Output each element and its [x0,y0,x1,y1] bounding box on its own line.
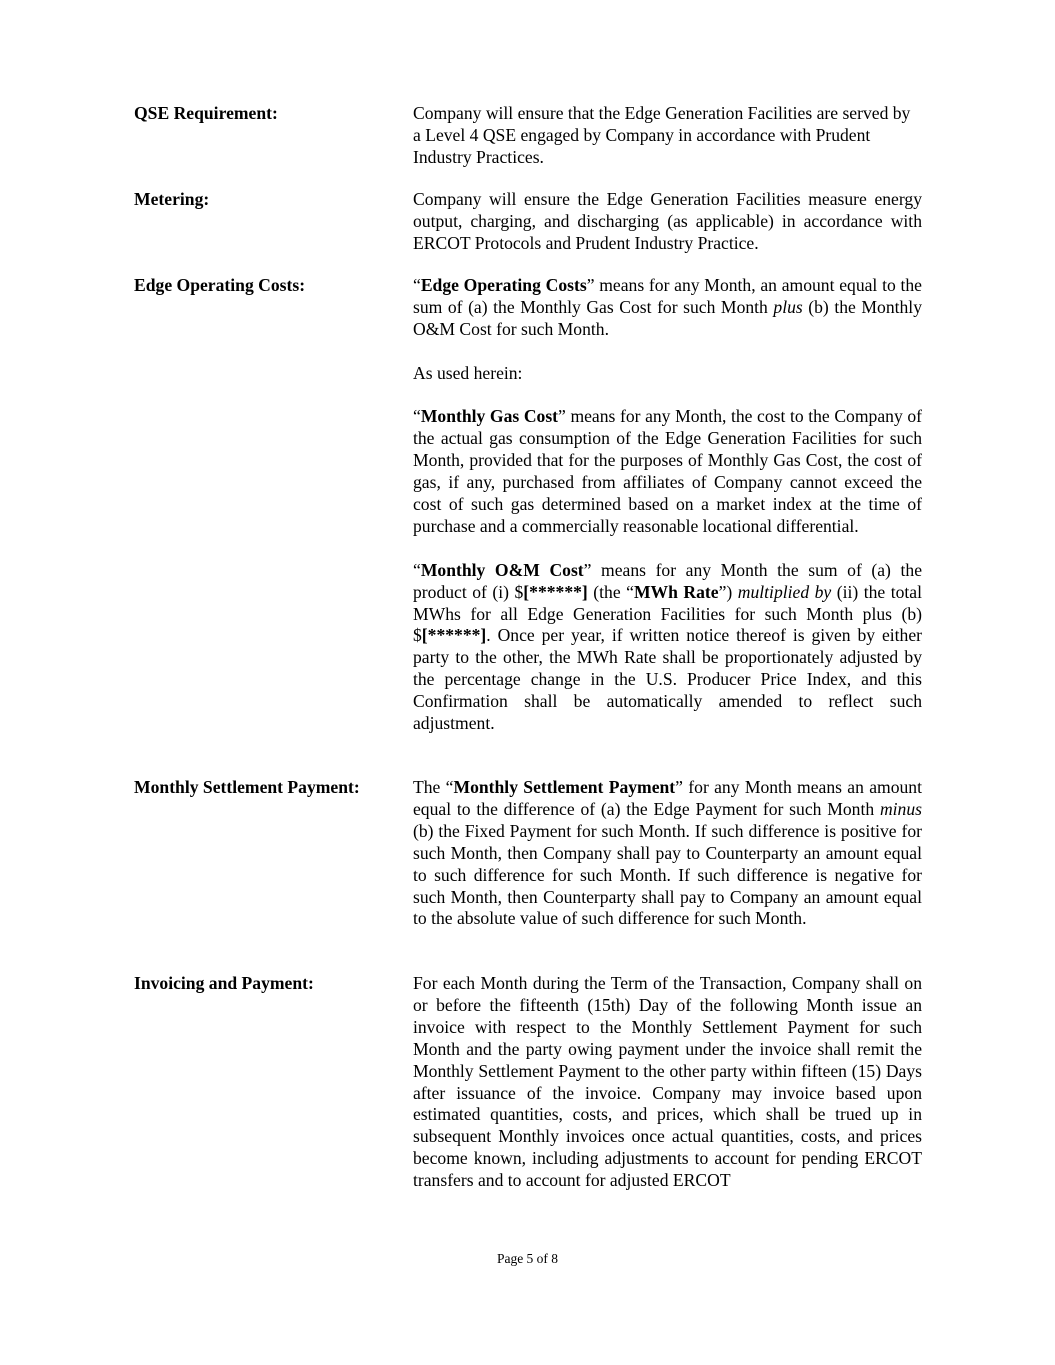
text-segment: ” means for any Month, an amount equal to the sum of (a) the Monthly Gas Cost for such Month [413,275,922,317]
emphasis: minus [879,798,922,819]
section-term: Metering: [134,189,210,209]
definition-paragraph [413,973,922,1192]
section-term: Monthly Settlement Payment: [134,777,360,797]
text-segment: (b) the Monthly O&M Cost for such Month. [413,296,922,339]
text-segment: “ [413,275,421,295]
definition-paragraph [413,189,922,255]
text-segment: (ii) the total MWhs for all Edge Generation Facilities for such Month plus (b) $ [413,581,922,646]
text-segment: For each Month during the Term of the Transaction, Company shall on or before the fifteenth (15th) Day of the following Month issue an invoice with respect to the Monthly Settlement Payment for such Month and the party owing payment under the invoice shall remit the Monthly Settlement Payment to the other party within fifteen (15) Days after issuance of the invoice. Company may invoice based upon estimated quantities, costs, and prices, which shall be trued up in subsequent Monthly invoices once actual quantities, costs, and prices become known, including adjustments to account for pending ERCOT transfers and to account for adjusted ERCOT [413,973,922,1191]
defined-term: Monthly O&M Cost [420,559,584,580]
text-segment: “ [413,406,421,427]
defined-term: Edge Operating Costs [420,275,587,295]
text-segment: As used herein: [413,362,523,383]
text-segment: (the “ [587,581,634,602]
text-segment: ” for any Month means an amount equal to the difference of (a) the Edge Payment for such Month [413,777,922,819]
page-number: Page 5 of 8 [496,1251,559,1266]
defined-term: MWh Rate [633,581,719,602]
defined-term: Monthly Settlement Payment [453,777,676,797]
section-definition [413,777,922,930]
emphasis: multiplied by [737,581,832,602]
defined-term: Monthly Gas Cost [420,406,559,427]
section-definition [413,103,922,169]
section-definition [413,189,922,255]
definition-paragraph [413,275,922,341]
definition-paragraph [413,103,922,169]
text-segment: Company will ensure the Edge Generation Facilities measure energy output, charging, and discharging (as applicable) in accordance with ERCOT Protocols and Prudent Industry Practice. [413,189,922,253]
definition-paragraph [413,560,922,735]
text-segment: “ [413,559,421,580]
section-term: QSE Requirement: [134,103,278,123]
section-definition [413,275,922,735]
section-term: Edge Operating Costs: [134,275,306,295]
section-definition [413,973,922,1192]
redacted-value: [******] [523,581,588,602]
definition-paragraph [413,406,922,537]
text-segment: ”) [718,581,738,602]
emphasis: plus [773,296,803,317]
text-segment: ” means for any Month the sum of (a) the product of (i) $ [413,559,922,602]
definition-paragraph [413,777,922,930]
text-segment: (b) the Fixed Payment for such Month. If such difference is positive for such Month, then Company shall pay to Counterparty an amount equal to such difference for such Month. If such difference is negative for such Month, then Counterparty shall pay to Company an amount equal to the absolute value of such difference for such Month. [413,820,922,929]
redacted-value: [******] [421,625,487,646]
text-segment: . Once per year, if written notice thereof is given by either party to the other, the MWh Rate shall be proportionately adjusted by the percentage change in the U.S. Producer Price Index, and this Confirmation shall be automatically amended to reflect such adjustment. [413,625,922,734]
text-segment: ” means for any Month, the cost to the Company of the actual gas consumption of the Edge Generation Facilities for such Month, provided that for the purposes of Monthly Gas Cost, the cost of gas, if any, purchased from affiliates of Company cannot exceed the cost of such gas determined based on a market index at the time of purchase and a commercially reasonable locational differential. [413,406,922,536]
text-segment: Company will ensure that the Edge Generation Facilities are served by a Level 4 QSE engaged by Company in accordance with Prudent Industry Practices. [413,103,911,167]
text-segment: The “ [413,777,454,797]
definition-paragraph [413,363,922,385]
section-term: Invoicing and Payment: [134,973,314,993]
